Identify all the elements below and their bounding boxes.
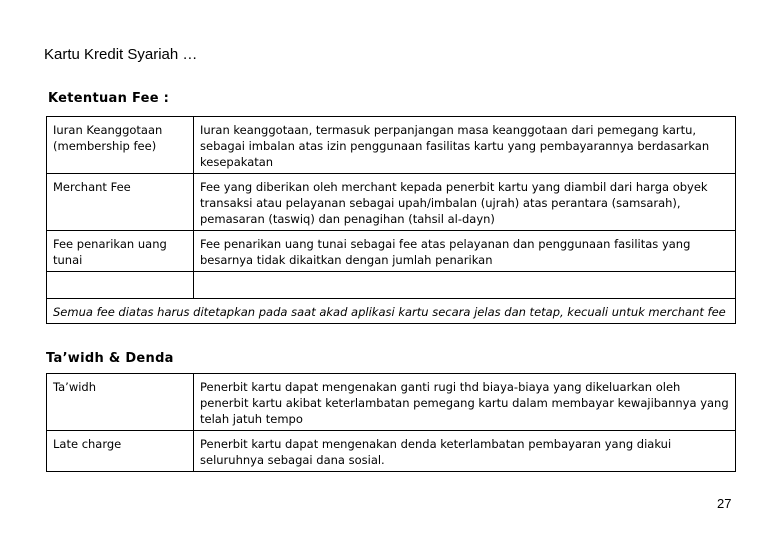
table-note-row	[47, 299, 736, 324]
description-cell: Penerbit kartu dapat mengenakan ganti rugi thd biaya-biaya yang dikeluarkan oleh penerbit kartu akibat keterlambatan pemegang kartu dalam membayar kewajibannya yang telah jatuh tempo	[194, 374, 736, 431]
description-cell: Iuran keanggotaan, termasuk perpanjangan masa keanggotaan dari pemegang kartu, sebagai imbalan atas izin penggunaan fasilitas kartu yang pembayarannya berdasarkan kesepakatan	[194, 117, 736, 174]
term-cell: Merchant Fee	[47, 174, 194, 231]
term-cell: Fee penarikan uang tunai	[47, 231, 194, 272]
term-cell: Late charge	[47, 431, 194, 472]
table-row	[47, 117, 736, 174]
term-cell: Ta’widh	[47, 374, 194, 431]
table-row	[47, 231, 736, 272]
description-cell: Fee yang diberikan oleh merchant kepada penerbit kartu yang diambil dari harga obyek transaksi atau pelayanan sebagai upah/imbalan (ujrah) atas perantara (samsarah), pemasaran (taswiq) dan penagihan (tahsil al-dayn)	[194, 174, 736, 231]
term-cell: Iuran Keanggotaan (membership fee)	[47, 117, 194, 174]
tawidh-denda-heading: Ta’widh & Denda	[46, 351, 174, 366]
description-cell: Fee penarikan uang tunai sebagai fee atas pelayanan dan penggunaan fasilitas yang besarnya tidak dikaitkan dengan jumlah penarikan	[194, 231, 736, 272]
fee-note: Semua fee diatas harus ditetapkan pada saat akad aplikasi kartu secara jelas dan tetap, kecuali untuk merchant fee	[47, 299, 736, 324]
tawidh-denda-table	[46, 373, 736, 472]
description-cell: Penerbit kartu dapat mengenakan denda keterlambatan pembayaran yang diakui seluruhnya sebagai dana sosial.	[194, 431, 736, 472]
empty-cell	[47, 272, 194, 299]
table-row	[47, 174, 736, 231]
ketentuan-fee-table	[46, 116, 736, 324]
table-row	[47, 431, 736, 472]
page-number: 27	[717, 496, 732, 511]
empty-cell	[194, 272, 736, 299]
table-row	[47, 374, 736, 431]
ketentuan-fee-heading: Ketentuan Fee :	[48, 91, 170, 106]
slide-title: Kartu Kredit Syariah …	[44, 46, 198, 63]
table-row-empty	[47, 272, 736, 299]
